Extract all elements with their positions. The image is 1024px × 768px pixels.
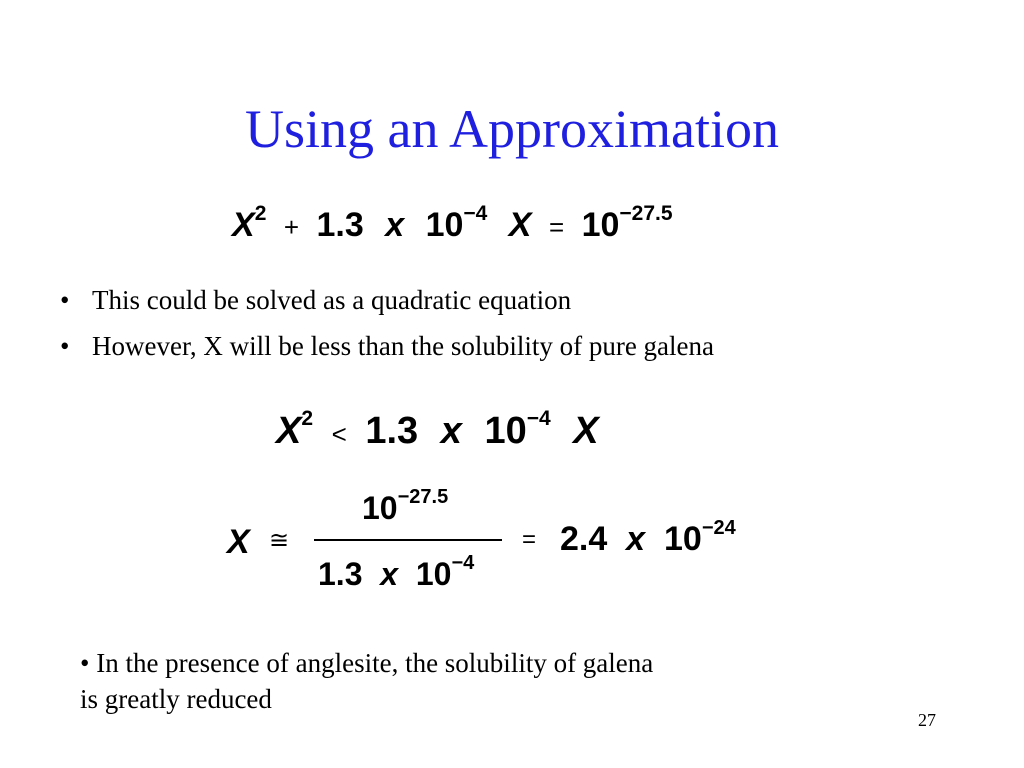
eq1-rhs-exponent: −27.5 [619, 201, 673, 225]
bullet-item [60, 330, 714, 364]
approximation-equation [222, 486, 782, 600]
eq1-times: x [385, 206, 405, 244]
eq3-equals: = [522, 526, 537, 553]
eq3-den-exponent: −4 [451, 552, 475, 575]
eq2-less-than: < [331, 419, 347, 449]
fraction-bar [314, 539, 502, 541]
slide-title: Using an Approximation [245, 99, 779, 159]
eq1-equals: = [548, 212, 565, 242]
eq3-result [560, 516, 736, 559]
eq2-x-exponent: 2 [301, 407, 314, 431]
eq1-ten-exponent: −4 [463, 201, 488, 225]
eq3-res-exponent: −24 [701, 516, 736, 539]
eq3-res-base: 10 [664, 520, 702, 558]
bullet-text: This could be solved as a quadratic equation [92, 285, 572, 315]
eq2-x: X [276, 410, 302, 452]
eq2-times: x [440, 410, 462, 452]
bullet-item [60, 284, 714, 318]
eq3-res-times: x [626, 520, 646, 558]
inequality-equation [276, 407, 599, 452]
eq1-coefficient: 1.3 [316, 206, 364, 244]
eq2-coefficient: 1.3 [365, 410, 419, 452]
eq1-plus: + [283, 212, 300, 242]
eq1-ten: 10 [425, 206, 464, 244]
eq3-denominator [318, 552, 475, 593]
eq3-den-base: 10 [415, 556, 452, 592]
page-number: 27 [918, 710, 936, 730]
eq2-ten: 10 [484, 410, 527, 452]
bullet-list [60, 284, 714, 376]
eq1-rhs: 10 [581, 206, 620, 244]
eq3-num-base: 10 [362, 490, 398, 526]
bullet-text: However, X will be less than the solubility of pure galena [92, 330, 715, 361]
eq2-x2: X [573, 410, 599, 452]
quadratic-equation [232, 201, 673, 244]
eq2-ten-exponent: −4 [526, 407, 551, 431]
eq3-num-exponent: −27.5 [397, 486, 449, 509]
eq3-numerator [362, 486, 449, 527]
bullet-dot: • [60, 285, 70, 315]
eq1-x-exponent: 2 [254, 201, 267, 225]
eq3-res-coefficient: 2.4 [560, 520, 608, 558]
note-line-1: • In the presence of anglesite, the solubility of galena [80, 648, 654, 678]
eq3-den-coefficient: 1.3 [318, 556, 363, 592]
eq3-den-times: x [380, 556, 399, 592]
eq1-x2: X [508, 206, 532, 244]
eq3-approx-sign: ≅ [269, 527, 290, 554]
bullet-dot: • [60, 330, 70, 361]
conclusion-note [80, 645, 820, 718]
eq3-x: X [227, 523, 250, 561]
eq1-x: X [232, 206, 255, 244]
note-line-2: is greatly reduced [80, 684, 272, 715]
